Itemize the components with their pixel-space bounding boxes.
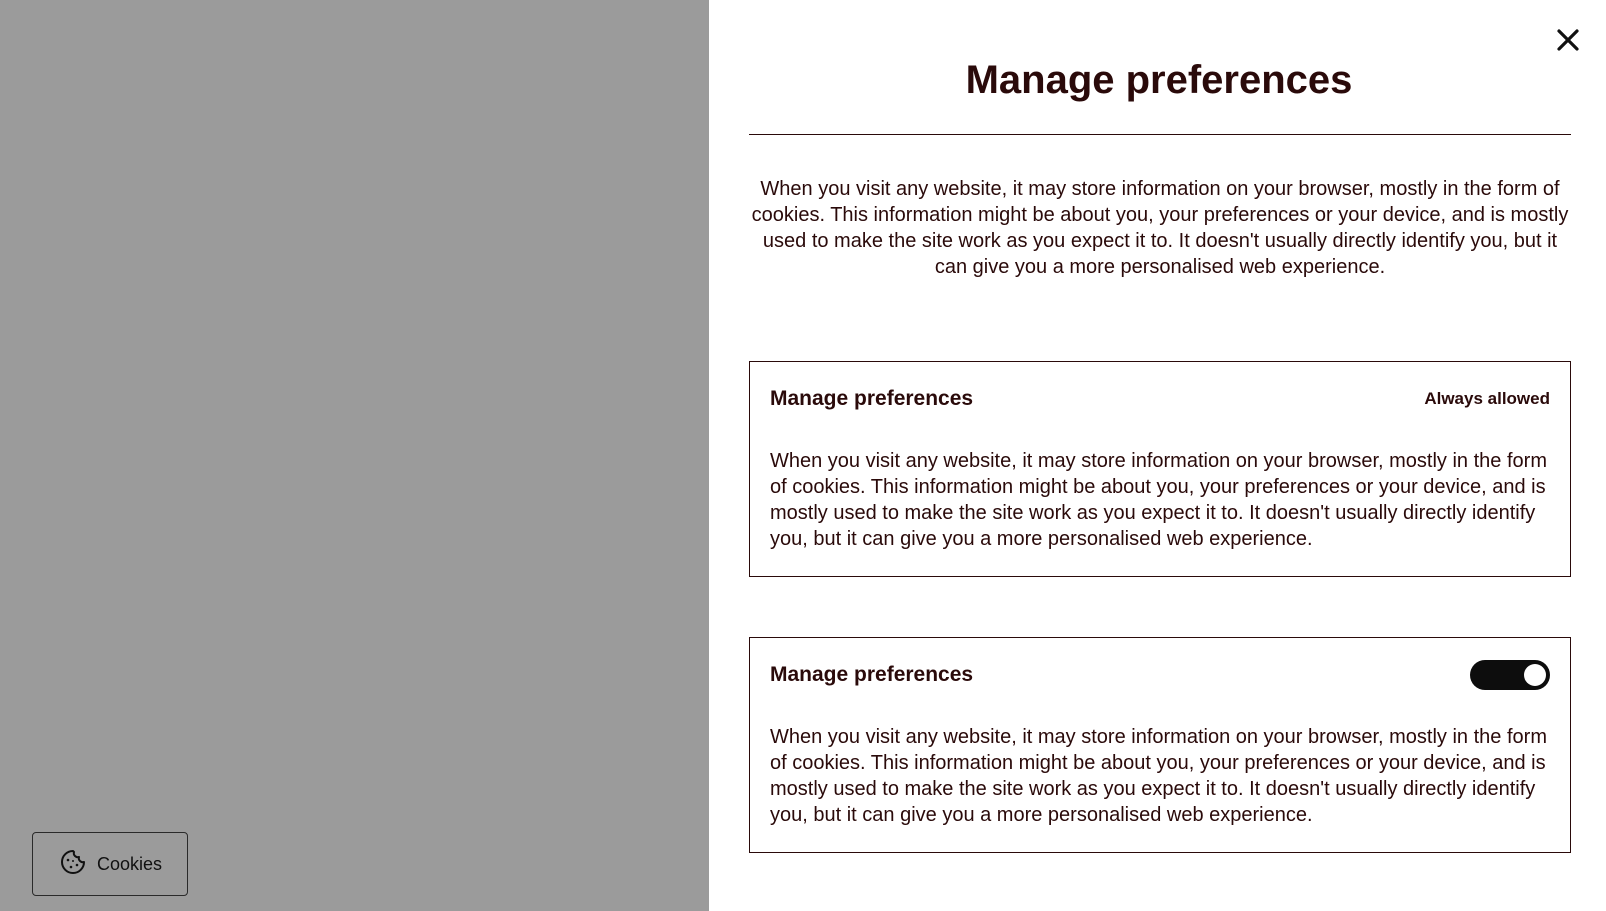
- preference-card-optional: [749, 637, 1571, 853]
- card-title: Manage preferences: [770, 663, 974, 686]
- cookies-button-label: Cookies: [97, 853, 163, 874]
- preference-card-necessary: [749, 361, 1571, 577]
- preference-toggle[interactable]: [1470, 660, 1550, 690]
- preferences-panel: [709, 0, 1606, 911]
- card-title: Manage preferences: [770, 387, 974, 410]
- card-description: When you visit any website, it may store information on your browser, mostly in the form of cookies. This information might be about you, your preferences or your device, and is mostly used to make the site work as you expect it to. It doesn't usually directly identify you, but it can give you a more personalised web experience.: [770, 726, 1547, 826]
- close-button[interactable]: [1554, 26, 1582, 54]
- title-divider: [749, 134, 1571, 135]
- backdrop-overlay[interactable]: [0, 0, 709, 911]
- cookies-button[interactable]: [32, 832, 188, 896]
- close-icon: [1554, 26, 1582, 54]
- panel-title: Manage preferences: [965, 58, 1353, 102]
- always-allowed-label: Always allowed: [1424, 389, 1550, 408]
- cookie-icon: [59, 848, 87, 881]
- panel-intro: When you visit any website, it may store information on your browser, mostly in the form of cookies. This information might be about you, your preferences or your device, and is mostly used to make the site work as you expect it to. It doesn't usually directly identify you, but it can give you a more personalised web experience.: [751, 178, 1569, 278]
- toggle-knob: [1524, 664, 1546, 686]
- card-description: When you visit any website, it may store information on your browser, mostly in the form of cookies. This information might be about you, your preferences or your device, and is mostly used to make the site work as you expect it to. It doesn't usually directly identify you, but it can give you a more personalised web experience.: [770, 450, 1547, 550]
